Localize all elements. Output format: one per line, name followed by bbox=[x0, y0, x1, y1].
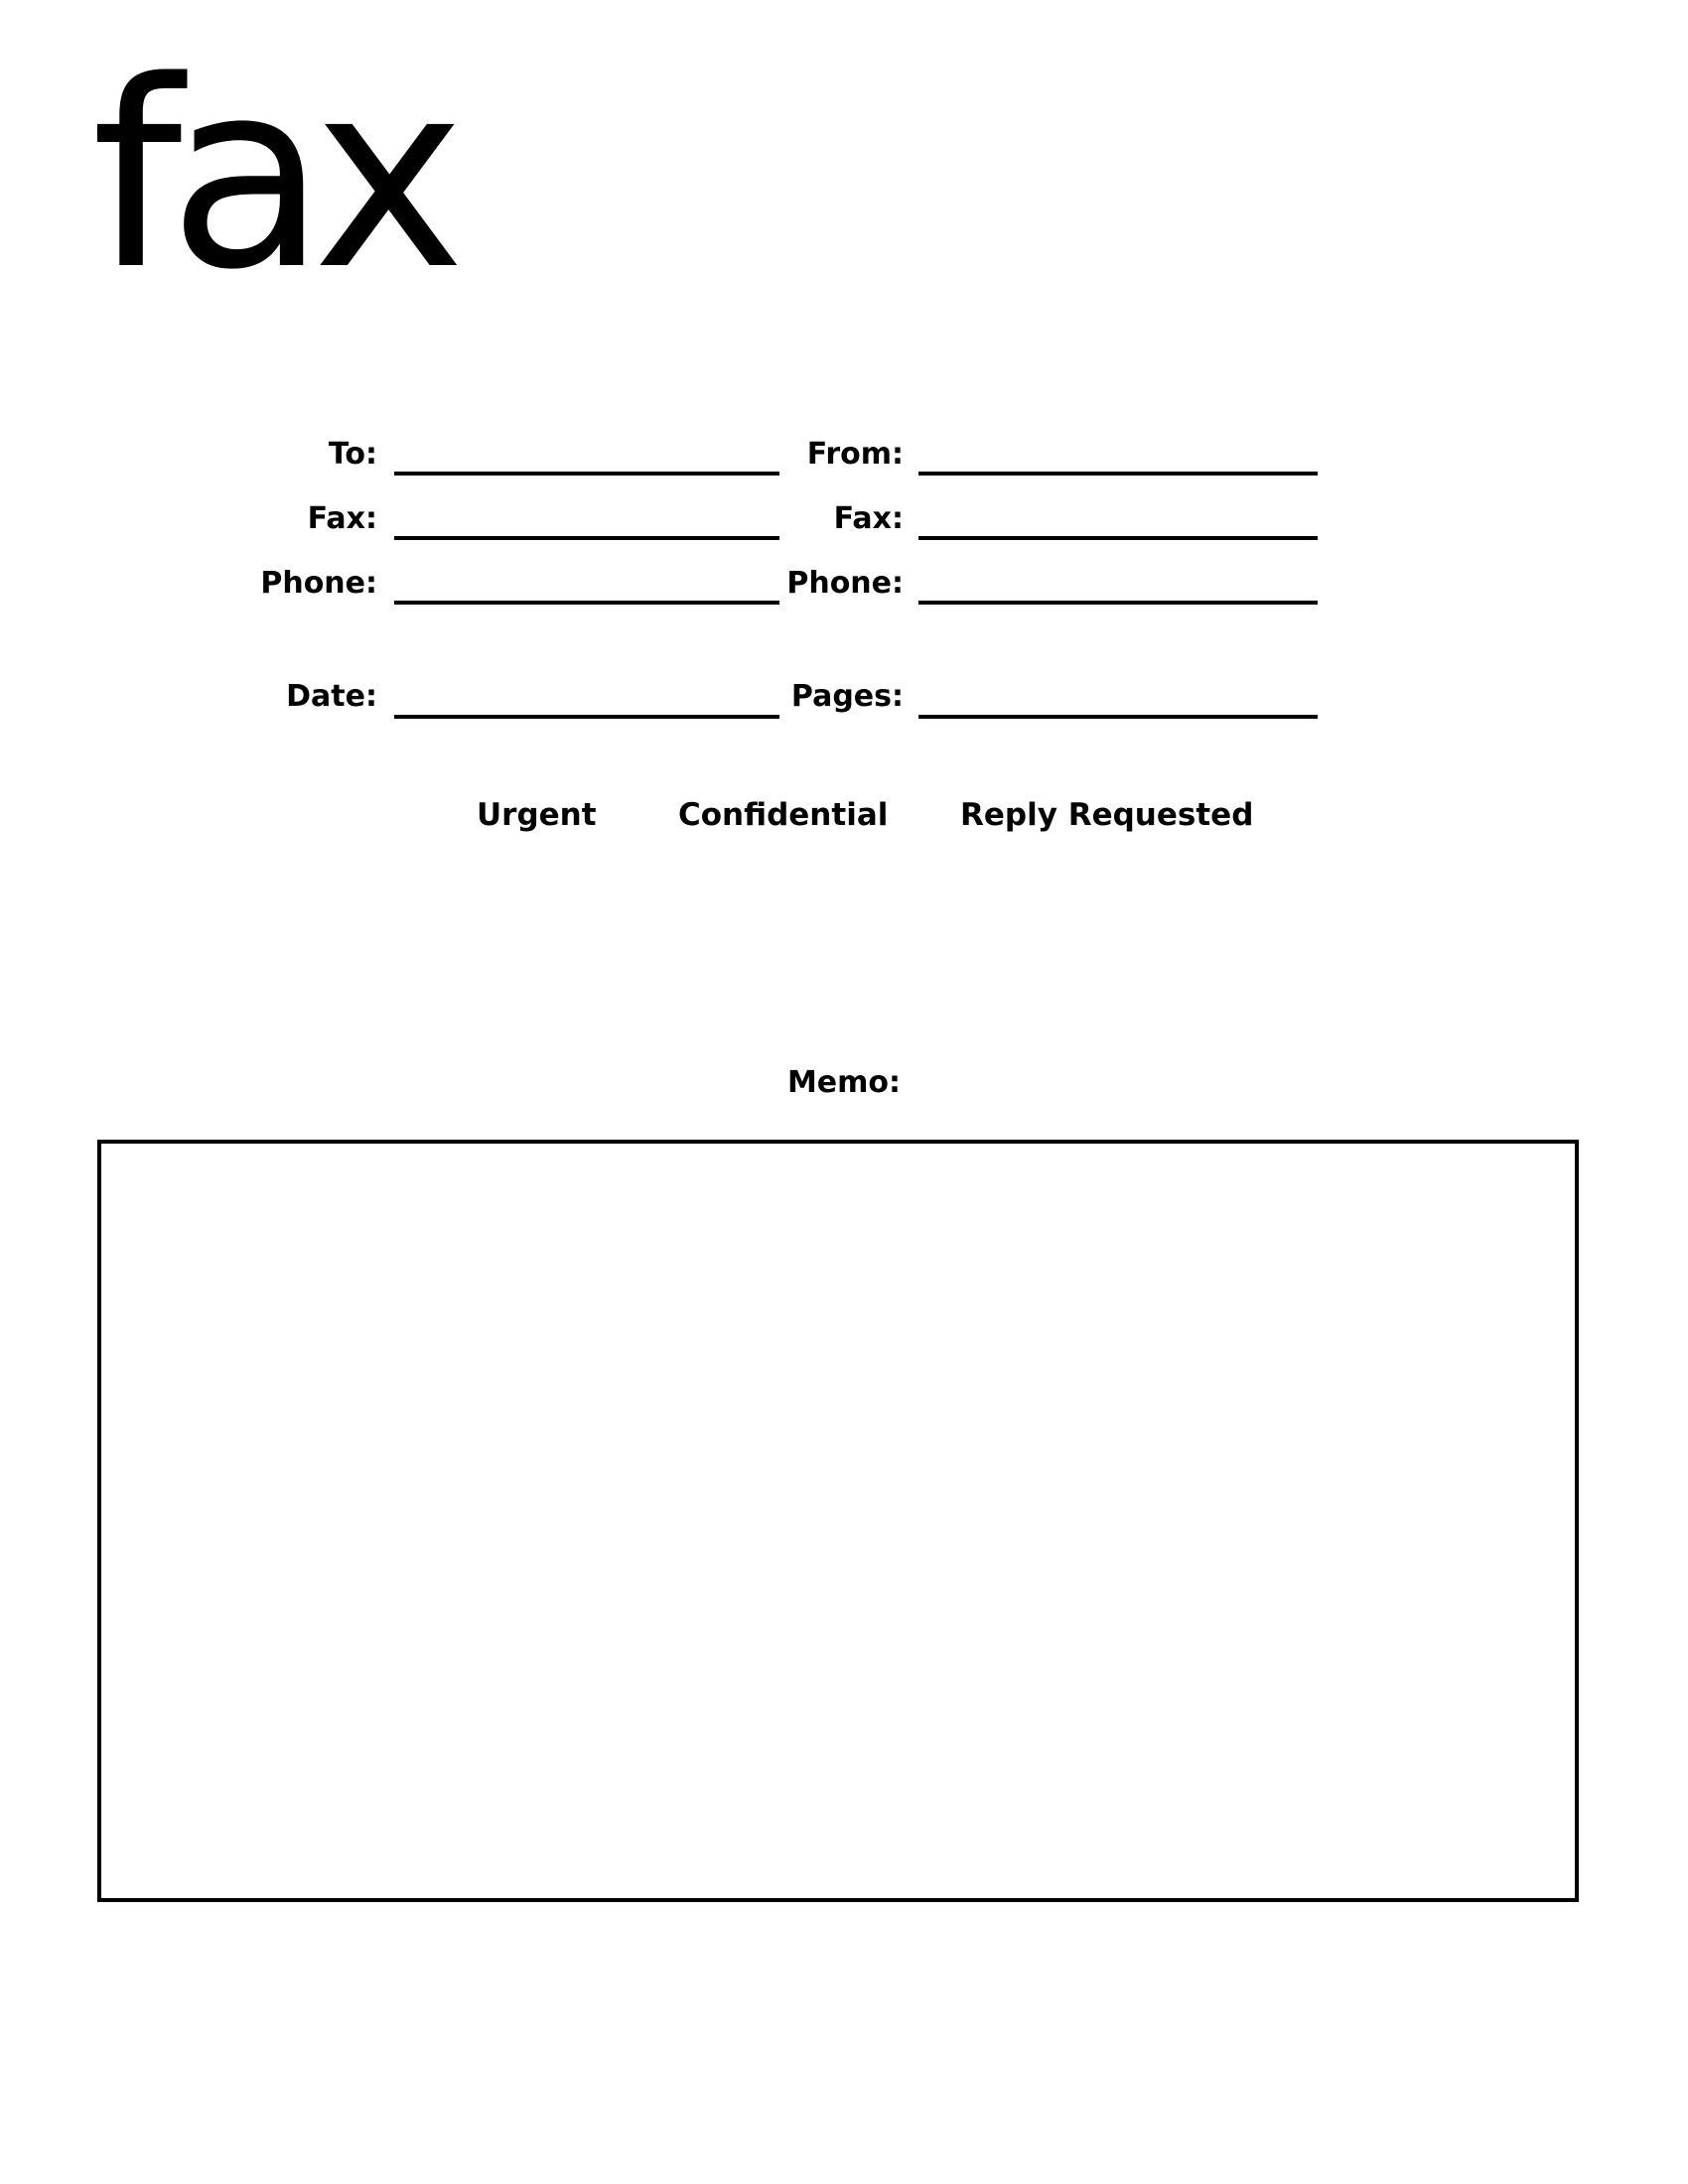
sender-phone-field[interactable] bbox=[918, 601, 1318, 605]
memo-box[interactable] bbox=[97, 1140, 1579, 1902]
recipient-phone-label: Phone: bbox=[260, 566, 377, 601]
fax-title: fax bbox=[91, 27, 452, 327]
recipient-fax-label: Fax: bbox=[307, 501, 377, 536]
confidential-option[interactable]: Confidential bbox=[678, 797, 889, 833]
urgent-option[interactable]: Urgent bbox=[477, 797, 597, 833]
from-label: From: bbox=[806, 437, 904, 472]
sender-fax-field[interactable] bbox=[918, 536, 1318, 540]
date-field[interactable] bbox=[394, 715, 779, 719]
pages-field[interactable] bbox=[918, 715, 1318, 719]
to-label: To: bbox=[328, 437, 377, 472]
reply-requested-option[interactable]: Reply Requested bbox=[960, 797, 1254, 833]
memo-label: Memo: bbox=[786, 1065, 902, 1100]
sender-fax-label: Fax: bbox=[833, 501, 904, 536]
from-field[interactable] bbox=[918, 472, 1318, 476]
sender-phone-label: Phone: bbox=[786, 566, 904, 601]
date-label: Date: bbox=[286, 679, 377, 714]
pages-label: Pages: bbox=[790, 679, 904, 714]
